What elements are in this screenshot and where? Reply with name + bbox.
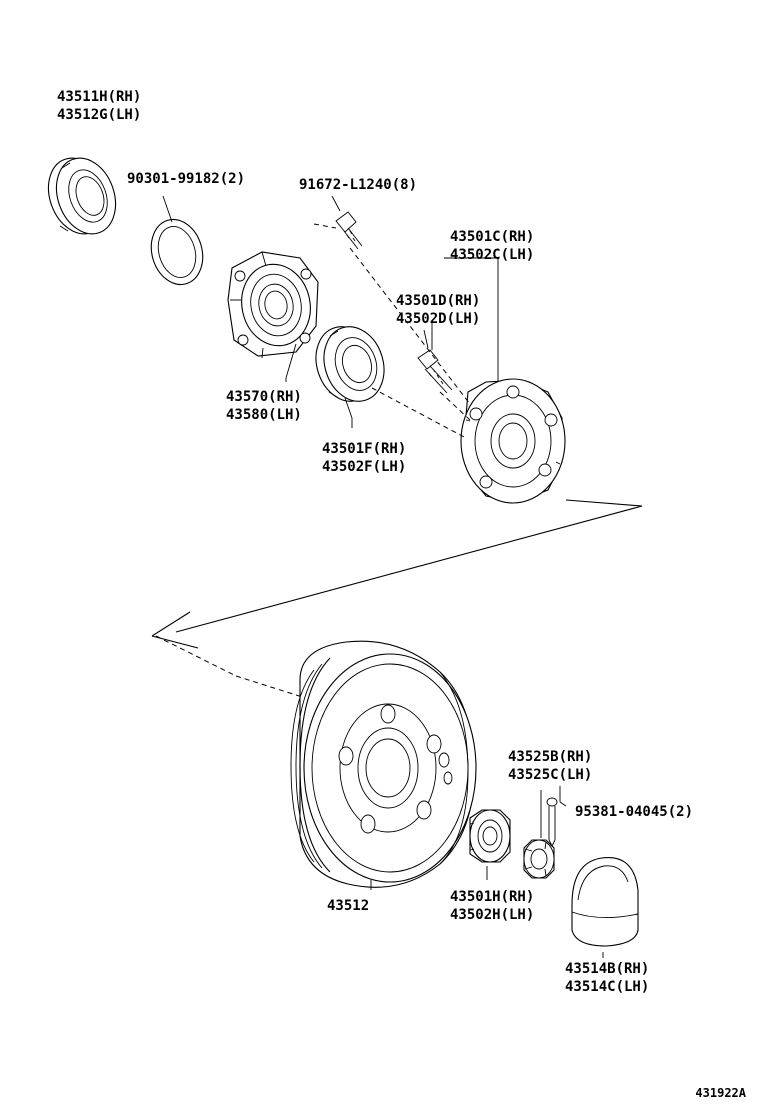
- part-bolt-graphic: [332, 196, 362, 249]
- part-knuckle-graphic: [228, 252, 318, 358]
- figure-code: 431922A: [695, 1086, 746, 1100]
- label-grease-cap-lh: 43514C(LH): [565, 979, 650, 995]
- part-lock-cap-graphic: [524, 840, 554, 878]
- label-bearing-lh: 43502F(LH): [322, 459, 407, 475]
- label-bearing-rh: 43501F(RH): [322, 441, 407, 457]
- part-oil-seal-graphic: [38, 150, 125, 242]
- part-hub-nut-graphic: [470, 810, 510, 862]
- label-oil-seal-lh: 43512G(LH): [57, 107, 142, 123]
- label-hub-nut-rh: 43501H(RH): [450, 889, 535, 905]
- label-lock-cap-rh: 43525B(RH): [508, 749, 593, 765]
- part-stud-bolt-graphic: [418, 330, 452, 393]
- label-hub-stud-lh: 43502D(LH): [396, 311, 481, 327]
- part-grease-cap-graphic: [572, 858, 638, 946]
- part-axle-hub-graphic: [461, 379, 565, 503]
- label-axle-carrier-rh: 43501C(RH): [450, 229, 535, 245]
- label-cotter-pin: 95381-04045(2): [575, 804, 694, 820]
- label-hub-nut-lh: 43502H(LH): [450, 907, 535, 923]
- label-axle-carrier-lh: 43502C(LH): [450, 247, 535, 263]
- part-brake-disc-graphic: [291, 641, 476, 887]
- part-snap-ring-graphic: [144, 196, 210, 291]
- label-hub-stud-rh: 43501D(RH): [396, 293, 481, 309]
- label-oil-seal: 43511H(RH): [57, 89, 142, 105]
- part-cotter-pin-graphic: [547, 798, 557, 846]
- label-bolt-8: 91672-L1240(8): [299, 177, 418, 193]
- label-disc: 43512: [327, 898, 370, 914]
- label-knuckle-lh: 43580(LH): [226, 407, 302, 423]
- label-lock-cap-lh: 43525C(LH): [508, 767, 593, 783]
- part-bearing-graphic: [307, 319, 394, 409]
- label-snap-ring: 90301-99182(2): [127, 171, 246, 187]
- label-grease-cap-rh: 43514B(RH): [565, 961, 650, 977]
- label-knuckle-rh: 43570(RH): [226, 389, 302, 405]
